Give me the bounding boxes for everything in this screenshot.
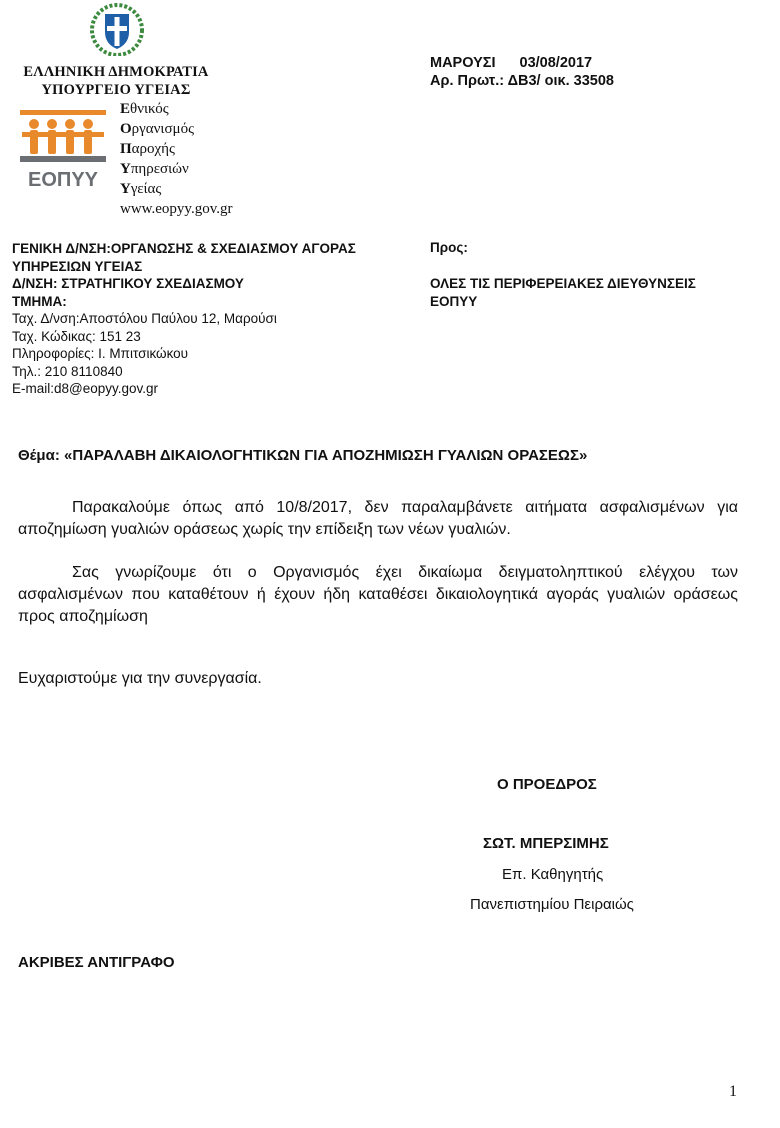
- date: 03/08/2017: [519, 55, 593, 71]
- place-date: [430, 55, 592, 71]
- org-line: Εθνικός: [120, 101, 169, 117]
- signature-name: ΣΩΤ. ΜΠΕΡΣΙΜΗΣ: [483, 835, 609, 852]
- sender-general-directorate: ΓΕΝΙΚΗ Δ/ΝΣΗ:ΟΡΓΑΝΩΣΗΣ & ΣΧΕΔΙΑΣΜΟΥ ΑΓΟΡΑΣ: [12, 241, 356, 256]
- sender-address: Ταχ. Δ/νση:Αποστόλου Παύλου 12, Μαρούσι: [12, 311, 277, 326]
- page-number: 1: [729, 1083, 737, 1100]
- signature-title: Ο ΠΡΟΕΔΡΟΣ: [497, 776, 597, 793]
- org-line: Υγείας: [120, 181, 162, 197]
- org-line: Παροχής: [120, 141, 175, 157]
- org-line: Οργανισμός: [120, 121, 195, 137]
- sender-phone: Τηλ.: 210 8110840: [12, 363, 123, 379]
- sender-block: [12, 240, 422, 398]
- subject-line: Θέμα: «ΠΑΡΑΛΑΒΗ ΔΙΚΑΙΟΛΟΓΗΤΙΚΩΝ ΓΙΑ ΑΠΟΖΗΜΙΩΣΗ ΓΥΑΛΙΩΝ ΟΡΑΣΕΩΣ»: [18, 447, 588, 464]
- sender-general-directorate-cont: ΥΠΗΡΕΣΙΩΝ ΥΓΕΙΑΣ: [12, 258, 143, 274]
- sender-department: ΤΜΗΜΑ:: [12, 293, 67, 309]
- sender-info: Πληροφορίες: Ι. Μπιτσικώκου: [12, 346, 189, 361]
- body-paragraph: Σας γνωρίζουμε ότι ο Οργανισμός έχει δικαίωμα δειγματοληπτικού ελέγχου των ασφαλισμένων που καταθέτουν ή έχουν ήδη καταθέσει δικαιολογητικά αγοράς γυαλιών οράσεως προς αποζημίωση: [18, 564, 738, 625]
- eopyy-logo-text: ΕΟΠΥΥ: [27, 169, 99, 190]
- closing-thanks: Ευχαριστούμε για την συνεργασία.: [18, 670, 262, 687]
- eopyy-logo: [18, 106, 108, 190]
- ministry-heading: ΥΠΟΥΡΓΕΙΟ ΥΓΕΙΑΣ: [41, 82, 191, 98]
- website-link[interactable]: www.eopyy.gov.gr: [120, 201, 233, 217]
- true-copy-stamp: ΑΚΡΙΒΕΣ ΑΝΤΙΓΡΑΦΟ: [18, 954, 175, 971]
- signature-university: Πανεπιστημίου Πειραιώς: [470, 896, 634, 913]
- greek-emblem-icon: [90, 2, 144, 56]
- organization-name: [120, 99, 194, 199]
- sender-directorate: Δ/ΝΣΗ: ΣΤΡΑΤΗΓΙΚΟΥ ΣΧΕΔΙΑΣΜΟΥ: [12, 276, 244, 291]
- org-line: Υπηρεσιών: [120, 161, 189, 177]
- recipient-label: Προς:: [430, 240, 468, 255]
- sender-email[interactable]: E-mail:d8@eopyy.gov.gr: [12, 381, 159, 396]
- protocol-number: Αρ. Πρωτ.: ΔΒ3/ οικ. 33508: [430, 73, 614, 89]
- sender-postcode: Ταχ. Κώδικας: 151 23: [12, 328, 141, 344]
- place: ΜΑΡΟΥΣΙ: [430, 55, 496, 71]
- signature-role: Επ. Καθηγητής: [502, 866, 604, 883]
- recipient-value: ΟΛΕΣ ΤΙΣ ΠΕΡΙΦΕΡΕΙΑΚΕΣ ΔΙΕΥΘΥΝΣΕΙΣ ΕΟΠΥΥ: [430, 276, 696, 309]
- republic-heading: ΕΛΛΗΝΙΚΗ ΔΗΜΟΚΡΑΤΙΑ: [23, 64, 209, 80]
- body-paragraph: Παρακαλούμε όπως από 10/8/2017, δεν παραλαμβάνετε αιτήματα ασφαλισμένων για αποζημίωση γυαλιών οράσεως χωρίς την επίδειξη των νέων γυαλιών.: [18, 499, 738, 538]
